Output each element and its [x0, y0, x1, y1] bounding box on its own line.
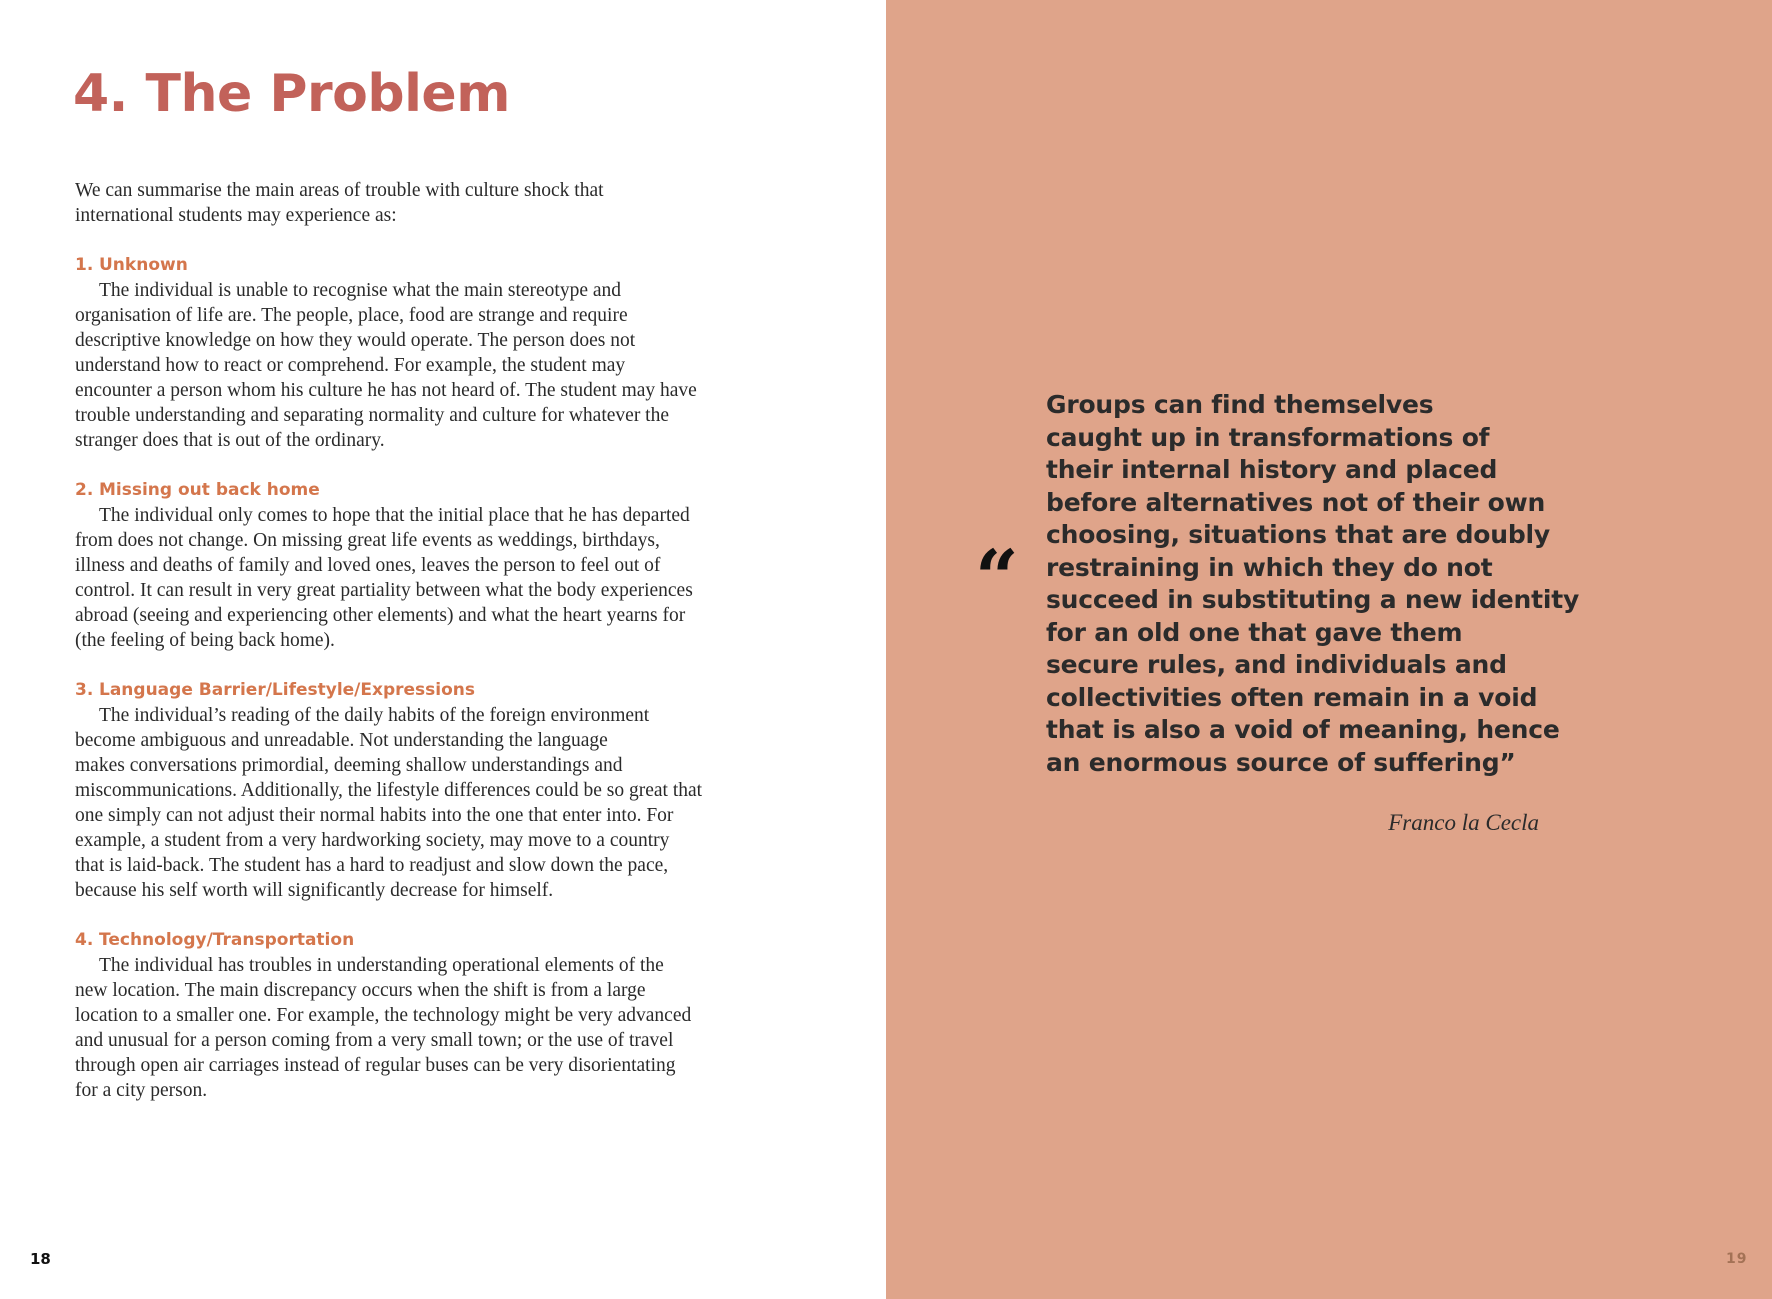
intro-paragraph	[75, 178, 755, 228]
section-heading	[75, 928, 755, 953]
paragraph-line: understand how to react or comprehend. For example, the student may	[75, 355, 626, 376]
quote-line: before alternatives not of their own	[1046, 487, 1546, 517]
section-number: 4.	[75, 930, 94, 950]
quote-line: for an old one that gave them	[1046, 617, 1463, 647]
paragraph-line: for a city person.	[75, 1080, 208, 1101]
paragraph-line: illness and deaths of family and loved ones, leaves the person to feel out of	[75, 555, 661, 576]
paragraph-line: from does not change. On missing great life events as weddings, birthdays,	[75, 530, 660, 551]
section-number: 3.	[75, 680, 94, 700]
paragraph-line: and unusual for a person coming from a very small town; or the use of travel	[75, 1030, 674, 1051]
paragraph-line: The individual is unable to recognise what the main stereotype and	[99, 280, 622, 301]
quote-line: secure rules, and individuals and	[1046, 650, 1507, 679]
paragraph-line: miscommunications. Additionally, the lifestyle differences could be so great that	[75, 780, 703, 801]
page-title: 4. The Problem	[73, 64, 510, 124]
quote-line: an enormous source of suffering”	[1046, 747, 1516, 777]
open-quote-icon: “	[975, 533, 1019, 622]
section-missing-out-back-home	[75, 478, 755, 653]
quote-author: Franco la Cecla	[1388, 810, 1539, 835]
paragraph-line: The individual has troubles in understanding operational elements of the	[99, 955, 664, 976]
intro-line: We can summarise the main areas of trouble with culture shock that	[75, 180, 604, 201]
section-number: 1.	[75, 255, 94, 275]
paragraph-line: new location. The main discrepancy occurs when the shift is from a large	[75, 980, 646, 1001]
body-column	[75, 178, 755, 1128]
quote-line: Groups can find themselves	[1046, 390, 1434, 419]
quote-line: caught up in transformations of	[1046, 422, 1490, 452]
quote-line: restraining in which they do not	[1046, 552, 1493, 582]
section-heading-label: Technology/Transportation	[99, 930, 355, 950]
quote-line: succeed in substituting a new identity	[1046, 585, 1580, 614]
quote-line: collectivities often remain in a void	[1046, 682, 1538, 712]
paragraph-line: control. It can result in very great partiality between what the body experiences	[75, 580, 693, 601]
section-heading	[75, 478, 755, 503]
section-number: 2.	[75, 480, 94, 500]
section-technology-transportation	[75, 928, 755, 1103]
paragraph-line: descriptive knowledge on how they would operate. The person does not	[75, 330, 636, 351]
paragraph-line: The individual only comes to hope that the initial place that he has departed	[99, 505, 690, 526]
paragraph-line: makes conversations primordial, deeming shallow understandings and	[75, 755, 623, 776]
page-number-right: 19	[1726, 1251, 1748, 1267]
paragraph-line: that is laid-back. The student has a hard to readjust and slow down the pace,	[75, 855, 669, 876]
paragraph-line: location to a smaller one. For example, the technology might be very advanced	[75, 1005, 692, 1026]
section-heading-label: Missing out back home	[99, 480, 320, 500]
paragraph-line: abroad (seeing and experiencing other elements) and what the heart yearns for	[75, 605, 686, 626]
quote-line: that is also a void of meaning, hence	[1046, 715, 1560, 744]
section-language-barrier	[75, 678, 755, 903]
paragraph-line: stranger does that is out of the ordinary.	[75, 430, 385, 451]
paragraph-line: one simply can not adjust their normal habits into the one that enter into. For	[75, 805, 674, 826]
paragraph-line: example, a student from a very hardworking society, may move to a country	[75, 830, 670, 851]
intro-line: international students may experience as:	[75, 205, 397, 226]
section-unknown	[75, 253, 755, 453]
quote-line: choosing, situations that are doubly	[1046, 520, 1551, 549]
section-heading	[75, 253, 755, 278]
section-heading-label: Language Barrier/Lifestyle/Expressions	[99, 680, 476, 700]
paragraph-line: become ambiguous and unreadable. Not understanding the language	[75, 730, 608, 751]
paragraph-line: organisation of life are. The people, place, food are strange and require	[75, 305, 628, 326]
page-number-left: 18	[30, 1250, 51, 1268]
section-heading	[75, 678, 755, 703]
paragraph-line: (the feeling of being back home).	[75, 630, 335, 651]
pull-quote	[1046, 389, 1580, 779]
paragraph-line: trouble understanding and separating normality and culture for whatever the	[75, 405, 670, 426]
paragraph-line: The individual’s reading of the daily habits of the foreign environment	[99, 705, 650, 726]
section-heading-label: Unknown	[99, 255, 188, 275]
paragraph-line: through open air carriages instead of regular buses can be very disorientating	[75, 1055, 676, 1076]
paragraph-line: encounter a person whom his culture he has not heard of. The student may have	[75, 380, 697, 401]
paragraph-line: because his self worth will significantly decrease for himself.	[75, 880, 554, 901]
quote-line: their internal history and placed	[1046, 455, 1498, 484]
